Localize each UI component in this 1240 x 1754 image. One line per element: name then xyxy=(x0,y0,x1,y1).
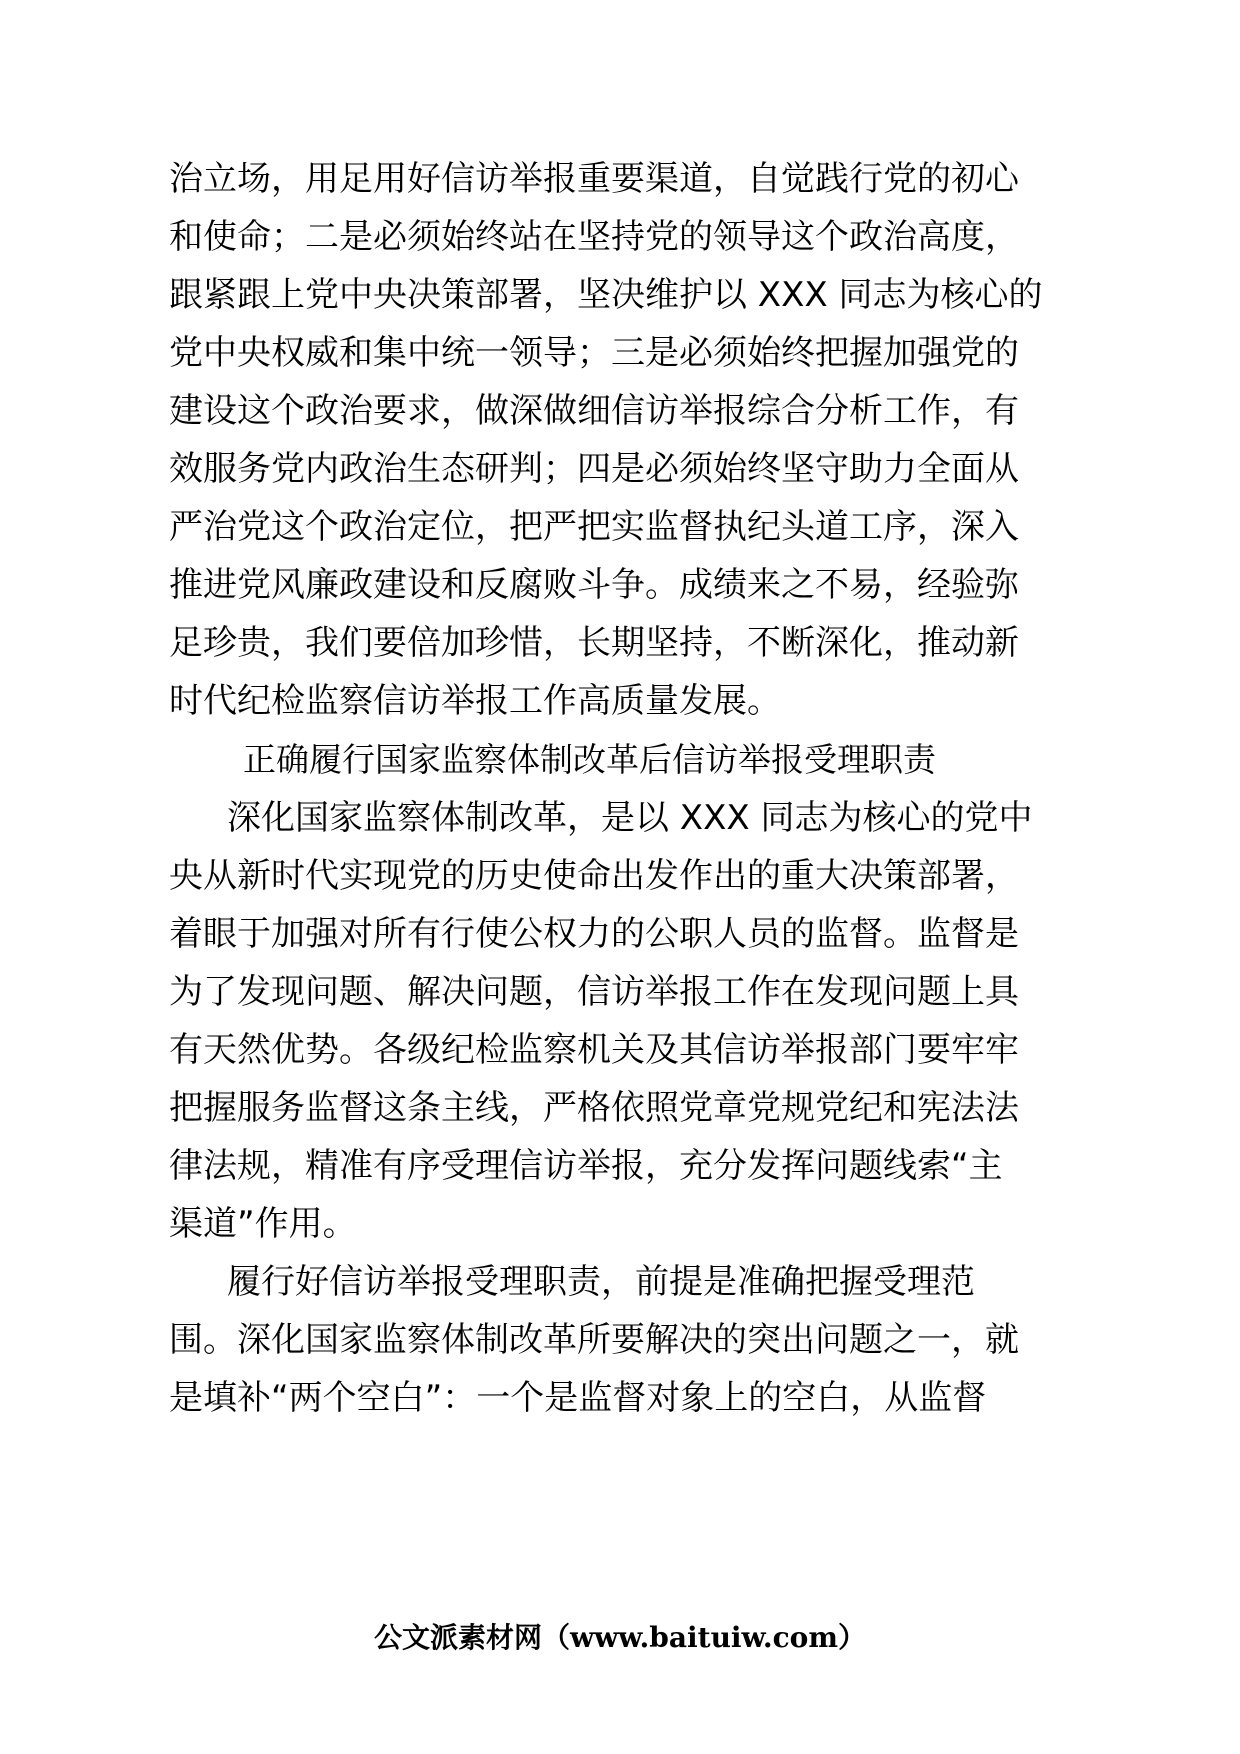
footer-source: 公文派素材网（www.baituiw.com） xyxy=(374,1621,866,1654)
text-line: 和使命；二是必须始终站在坚持党的领导这个政治高度， xyxy=(169,217,1019,257)
text-line: 深化国家监察体制改革，是以 XXX 同志为核心的党中 xyxy=(227,798,1033,838)
text-line: 央从新时代实现党的历史使命出发作出的重大决策部署， xyxy=(169,856,1019,896)
text-line: 律法规，精准有序受理信访举报，充分发挥问题线索“主 xyxy=(169,1146,1003,1186)
text-line: 把握服务监督这条主线，严格依照党章党规党纪和宪法法 xyxy=(169,1088,1019,1128)
text-line: 着眼于加强对所有行使公权力的公职人员的监督。监督是 xyxy=(169,914,1019,954)
text-line: 有天然优势。各级纪检监察机关及其信访举报部门要牢牢 xyxy=(169,1030,1019,1070)
text-line: 时代纪检监察信访举报工作高质量发展。 xyxy=(169,681,781,721)
text-line: 治立场，用足用好信访举报重要渠道，自觉践行党的初心 xyxy=(169,159,1019,199)
section-heading: 正确履行国家监察体制改革后信访举报受理职责 xyxy=(243,740,936,779)
text-line: 为了发现问题、解决问题，信访举报工作在发现问题上具 xyxy=(169,972,1019,1012)
text-line: 党中央权威和集中统一领导；三是必须始终把握加强党的 xyxy=(169,333,1019,373)
text-line: 履行好信访举报受理职责，前提是准确把握受理范 xyxy=(227,1262,975,1302)
text-line: 渠道”作用。 xyxy=(169,1204,357,1244)
text-line: 效服务党内政治生态研判；四是必须始终坚守助力全面从 xyxy=(169,449,1019,489)
text-line: 足珍贵，我们要倍加珍惜，长期坚持，不断深化，推动新 xyxy=(169,623,1019,663)
text-line: 跟紧跟上党中央决策部署，坚决维护以 XXX 同志为核心的 xyxy=(169,275,1043,315)
text-line: 严治党这个政治定位，把严把实监督执纪头道工序，深入 xyxy=(169,507,1019,547)
text-line: 推进党风廉政建设和反腐败斗争。成绩来之不易，经验弥 xyxy=(169,565,1019,605)
text-line: 建设这个政治要求，做深做细信访举报综合分析工作，有 xyxy=(169,391,1019,431)
text-line: 是填补“两个空白”：一个是监督对象上的空白，从监督 xyxy=(169,1378,987,1418)
text-line: 围。深化国家监察体制改革所要解决的突出问题之一，就 xyxy=(169,1320,1019,1360)
